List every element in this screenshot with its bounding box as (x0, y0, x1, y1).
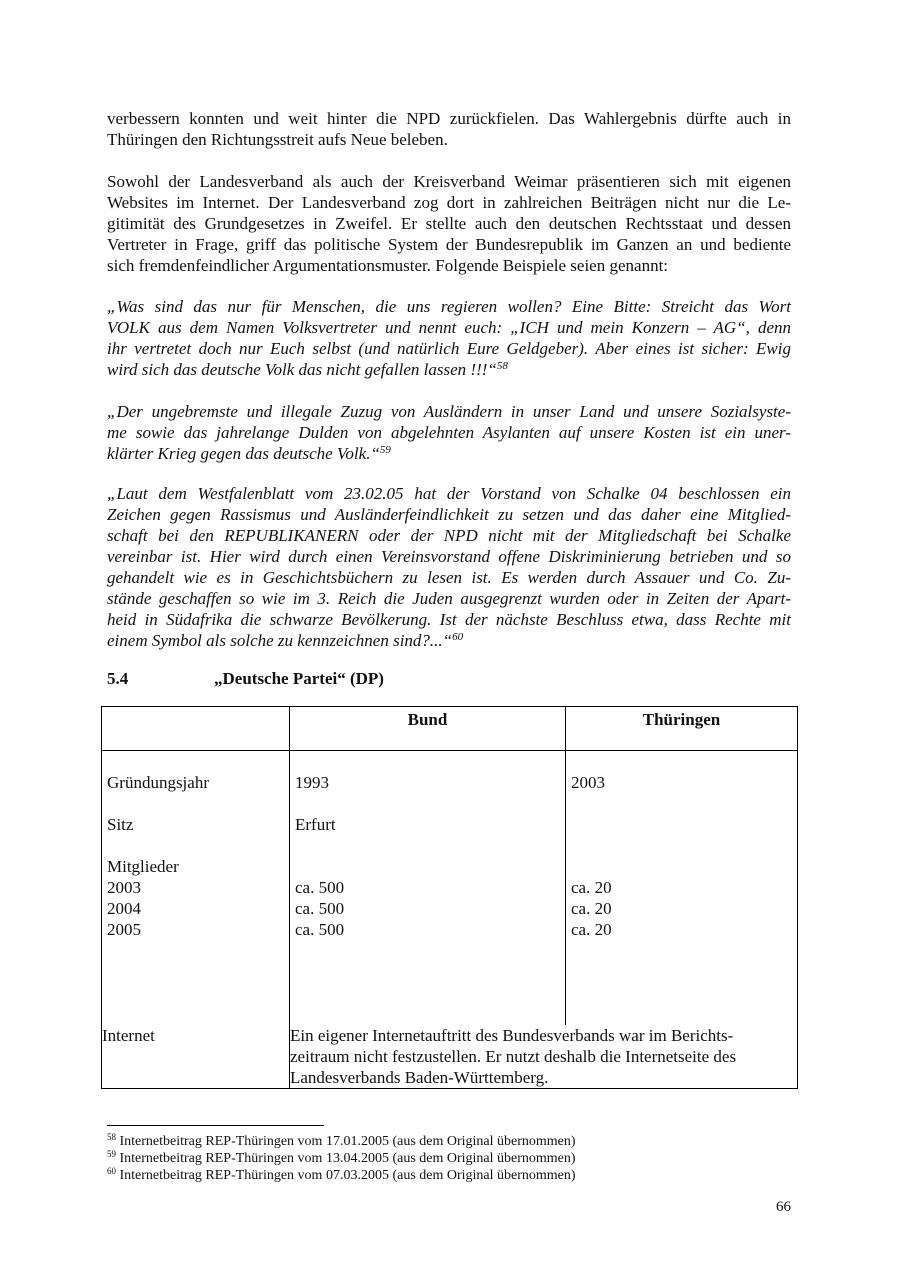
footnote-number: 60 (107, 1166, 116, 1176)
thueringen-cell (566, 751, 798, 1026)
section-number: 5.4 (107, 669, 129, 688)
quote-line-text: einem Symbol als solche zu kennzeichnen sind?...“ (107, 631, 453, 650)
bund-members: ca. 500 (295, 878, 345, 897)
text-line: Thüringen den Richtungsstreit aufs Neue beleben. (107, 130, 448, 149)
label-cell (102, 751, 290, 1026)
text-line: Sowohl der Landesverband als auch der Kreisverband Weimar präsentieren sich mit eigenen (107, 172, 791, 191)
quote-line: ihr vertretet doch nur Euch selbst (und natürlich Eure Geldgeber). Aber eines ist sicher: Ewig (107, 339, 791, 358)
footnote-ref-59[interactable]: 59 (379, 444, 391, 456)
internet-line: zeitraum nicht festzustellen. Er nutzt deshalb die Internetseite des (290, 1047, 737, 1066)
footnote-number: 58 (107, 1132, 116, 1142)
bund-seat: Erfurt (295, 815, 336, 834)
quote-3 (107, 483, 791, 651)
text-line: Vertreter in Frage, griff das politische System der Bundesrepublik im Ganzen an und bediente (107, 235, 791, 254)
internet-cell (290, 1025, 798, 1089)
footnote-ref-60[interactable]: 60 (452, 631, 464, 643)
internet-line: Ein eigener Internetauftritt des Bundesverbands war im Berichts- (290, 1026, 734, 1045)
quote-line: Zeichen gegen Rassismus und Ausländerfeindlichkeit zu setzen und das daher eine Mitglied- (107, 505, 791, 524)
quote-line (107, 443, 791, 464)
quote-line: stände geschaffen so wie im 3. Reich die Juden ausgegrenzt wurden oder in Zeiten der Apart- (107, 589, 791, 608)
footnote-text: Internetbeitrag REP-Thüringen vom 07.03.2005 (aus dem Original übernommen) (119, 1168, 576, 1183)
quote-line (107, 630, 791, 651)
quote-line: VOLK aus dem Namen Volksvertreter und nennt euch: „ICH und mein Konzern – AG“, denn (107, 318, 791, 337)
quote-line-text: wird sich das deutsche Volk das nicht gefallen lassen !!!“ (107, 360, 497, 379)
label-year: 2003 (107, 878, 141, 897)
footnotes (107, 1133, 576, 1184)
quote-line: schaft bei den REPUBLIKANERN oder der NPD nicht mit der Mitgliedschaft bei Schalke (107, 526, 791, 545)
quote-line-text: klärter Krieg gegen das deutsche Volk.“ (107, 444, 380, 463)
quote-line (107, 359, 791, 380)
label-internet-text: Internet (102, 1026, 155, 1045)
label-year: 2004 (107, 899, 141, 918)
quote-line: vereinbar ist. Hier wird durch einen Vereinsvorstand offene Diskriminierung betrieben und so (107, 547, 791, 566)
table-header-empty (102, 707, 290, 751)
text-line: Websites im Internet. Der Landesverband zog dort in zahlreichen Beiträgen nicht nur die Le- (107, 193, 791, 212)
section-title: „Deutsche Partei“ (DP) (214, 669, 384, 688)
quote-line: „Der ungebremste und illegale Zuzug von Ausländern in unser Land und unsere Sozialsyste- (107, 402, 791, 421)
text-line: verbessern konnten und weit hinter die NPD zurückfielen. Das Wahlergebnis dürfte auch in (107, 109, 791, 128)
quote-line: heid in Südafrika die schwarze Bevölkerung. Ist der nächste Beschluss etwa, dass Rechte mit (107, 610, 791, 629)
bund-members: ca. 500 (295, 920, 345, 939)
table-header-thueringen: Thüringen (566, 707, 798, 751)
footnote-59 (107, 1150, 576, 1167)
text-line: gitimität des Grundgesetzes in Zweifel. Er stellte auch den deutschen Rechtsstaat und dessen (107, 214, 791, 233)
bund-cell (290, 751, 566, 1026)
footnote-ref-58[interactable]: 58 (496, 360, 508, 372)
quote-2 (107, 401, 791, 464)
body-paragraph-2 (107, 171, 791, 276)
table-header-row (102, 707, 798, 751)
table-header-bund: Bund (290, 707, 566, 751)
label-seat: Sitz (107, 815, 134, 834)
thueringen-members: ca. 20 (571, 920, 612, 939)
text-line: sich fremdenfeindlicher Argumentationsmuster. Folgende Beispiele seien genannt: (107, 256, 669, 275)
label-founded: Gründungsjahr (107, 773, 209, 792)
quote-line: „Was sind das nur für Menschen, die uns regieren wollen? Eine Bitte: Streicht das Wort (107, 297, 791, 316)
thueringen-founded: 2003 (571, 773, 605, 792)
quote-line: „Laut dem Westfalenblatt vom 23.02.05 hat der Vorstand von Schalke 04 beschlossen ein (107, 484, 791, 503)
quote-1 (107, 296, 791, 380)
footnote-text: Internetbeitrag REP-Thüringen vom 17.01.2005 (aus dem Original übernommen) (119, 1134, 576, 1149)
party-info-table (101, 706, 798, 1089)
label-members: Mitglieder (107, 857, 179, 876)
bund-members: ca. 500 (295, 899, 345, 918)
footnote-text: Internetbeitrag REP-Thüringen vom 13.04.2005 (aus dem Original übernommen) (119, 1151, 576, 1166)
internet-line: Landesverbands Baden-Württemberg. (290, 1068, 549, 1087)
bund-founded: 1993 (295, 773, 329, 792)
table-row-internet (102, 1025, 798, 1089)
footnote-60 (107, 1167, 576, 1184)
page-number: 66 (776, 1199, 791, 1215)
body-paragraph-1 (107, 108, 791, 150)
footnote-number: 59 (107, 1149, 116, 1159)
thueringen-members: ca. 20 (571, 899, 612, 918)
quote-line: gehandelt wie es in Geschichtsbüchern zu lesen ist. Es werden durch Assauer und Co. Zu- (107, 568, 791, 587)
footnote-separator (107, 1125, 324, 1126)
table-row (102, 751, 798, 1026)
label-year: 2005 (107, 920, 141, 939)
footnote-58 (107, 1133, 576, 1150)
label-internet (102, 1025, 290, 1089)
thueringen-members: ca. 20 (571, 878, 612, 897)
quote-line: me sowie das jahrelange Dulden von abgelehnten Asylanten auf unsere Kosten ist ein uner- (107, 423, 791, 442)
